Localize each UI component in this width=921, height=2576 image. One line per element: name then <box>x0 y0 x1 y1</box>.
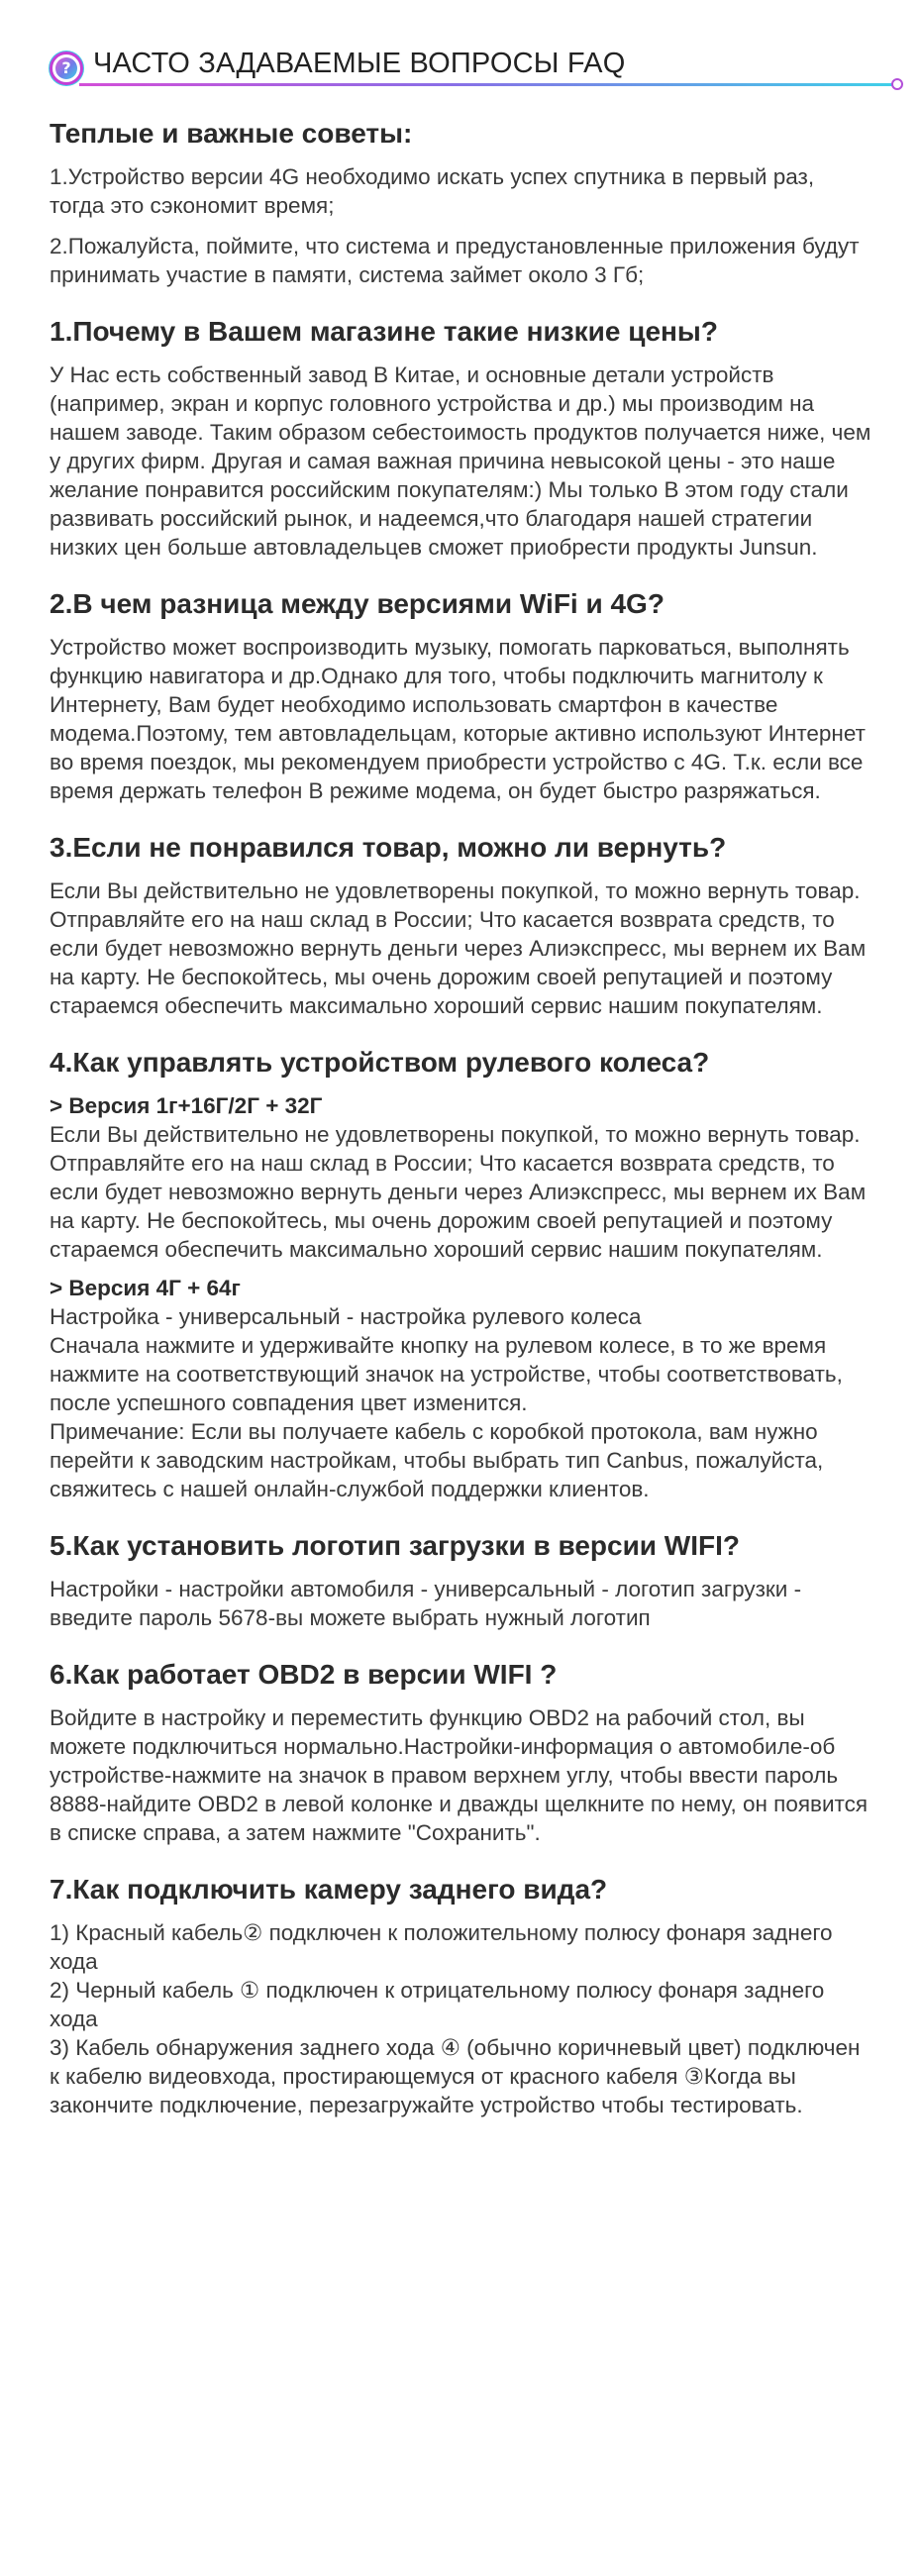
faq-question-1 <box>50 315 871 562</box>
faq-header <box>50 48 871 95</box>
question-answer-line: 1) Красный кабель② подключен к положительному полюсу фонаря заднего хода <box>50 1920 833 1974</box>
question-title: 6.Как работает OBD2 в версии WIFI ? <box>50 1659 558 1690</box>
faq-question-7 <box>50 1873 871 2119</box>
version-answer: Если Вы действительно не удовлетворены покупкой, то можно вернуть товар. Отправляйте его на наш склад в России; Что касается возврата средств, то если будет невозможно вернуть деньги через Алиэкспресс, мы вернем их Вам на карту. Не беспокойтесь, мы очень дорожим своей репутацией и поэтому стараемся обеспечить максимально хороший сервис нашим покупателям. <box>50 1122 867 1262</box>
page-title: ЧАСТО ЗАДАВАЕМЫЕ ВОПРОСЫ FAQ <box>93 48 626 79</box>
tips-section <box>50 117 871 289</box>
question-title: 3.Если не понравился товар, можно ли вернуть? <box>50 832 727 863</box>
version-answer-line: Сначала нажмите и удерживайте кнопку на рулевом колесе, в то же время нажмите на соответствующий значок на устройстве, чтобы соответствовать, после успешного совпадения цвет изменится. <box>50 1333 843 1415</box>
header-line-end-dot <box>891 78 903 90</box>
question-title: 4.Как управлять устройством рулевого колеса? <box>50 1047 710 1078</box>
tips-heading: Теплые и важные советы: <box>50 118 413 149</box>
version-subtitle: > Версия 1г+16Г/2Г + 32Г <box>50 1093 323 1118</box>
faq-question-2 <box>50 587 871 805</box>
question-icon <box>50 52 83 85</box>
faq-question-3 <box>50 831 871 1020</box>
question-answer: У Нас есть собственный завод В Китае, и основные детали устройств (например, экран и корпус головного устройства и др.) мы производим на нашем заводе. Таким образом себестоимость продуктов получается ниже, чем у других фирм. Другая и самая важная причина невысокой цены - это наше желание понравится российским покупателям:) Мы только В этом году стали развивать российский рынок, и надеемся,что благодаря нашей стратегии низких цен больше автовладельцев сможет приобрести продукты Junsun. <box>50 362 871 560</box>
question-title: 7.Как подключить камеру заднего вида? <box>50 1874 608 1905</box>
question-answer: Настройки - настройки автомобиля - универсальный - логотип загрузки - введите пароль 5678-вы можете выбрать нужный логотип <box>50 1577 802 1630</box>
version-answer-line: Настройка - универсальный - настройка рулевого колеса <box>50 1304 642 1329</box>
faq-question-6 <box>50 1658 871 1847</box>
question-icon-glyph: ? <box>55 57 77 79</box>
question-title: 1.Почему в Вашем магазине такие низкие цены? <box>50 316 718 347</box>
faq-question-5 <box>50 1529 871 1632</box>
header-divider-line <box>79 83 895 86</box>
question-answer-line: 3) Кабель обнаружения заднего хода ④ (обычно коричневый цвет) подключен к кабелю видеовхода, простирающемуся от красного кабеля ③Когда вы закончите подключение, перезагружайте устройство чтобы тестировать. <box>50 2035 861 2117</box>
question-answer: Если Вы действительно не удовлетворены покупкой, то можно вернуть товар. Отправляйте его на наш склад в России; Что касается возврата средств, то если будет невозможно вернуть деньги через Алиэкспресс, мы вернем их Вам на карту. Не беспокойтесь, мы очень дорожим своей репутацией и поэтому стараемся обеспечить максимально хороший сервис нашим покупателям. <box>50 878 867 1018</box>
tip-item: 2.Пожалуйста, поймите, что система и предустановленные приложения будут принимать участие в памяти, система займет около 3 Гб; <box>50 234 860 287</box>
question-title: 5.Как установить логотип загрузки в версии WIFI? <box>50 1530 740 1561</box>
faq-question-4 <box>50 1046 871 1503</box>
version-block-1 <box>50 1091 871 1264</box>
version-answer-line: Примечание: Если вы получаете кабель с коробкой протокола, вам нужно перейти к заводским настройкам, чтобы выбрать тип Canbus, пожалуйста, свяжитесь с нашей онлайн-службой поддержки клиентов. <box>50 1419 824 1501</box>
version-block-2 <box>50 1274 871 1503</box>
question-answer: Устройство может воспроизводить музыку, помогать парковаться, выполнять функцию навигатора и др.Однако для того, чтобы подключить магнитолу к Интернету, Вам будет необходимо использовать смартфон в качестве модема.Поэтому, тем автовладельцам, которые активно используют Интернет во время поездок, мы рекомендуем приобрести устройство с 4G. Т.к. если все время держать телефон В режиме модема, он будет быстро разряжаться. <box>50 635 866 803</box>
tip-item: 1.Устройство версии 4G необходимо искать успех спутника в первый раз, тогда это сэкономит время; <box>50 164 815 218</box>
version-subtitle: > Версия 4Г + 64г <box>50 1276 241 1300</box>
question-answer: Войдите в настройку и переместить функцию OBD2 на рабочий стол, вы можете подключиться нормально.Настройки-информация о автомобиле-об устройстве-нажмите на значок в правом верхнем углу, чтобы ввести пароль 8888-найдите OBD2 в левой колонке и дважды щелкните по нему, он появится в списке справа, а затем нажмите "Сохранить". <box>50 1705 869 1845</box>
question-title: 2.В чем разница между версиями WiFi и 4G? <box>50 588 665 619</box>
question-answer-line: 2) Черный кабель ① подключен к отрицательному полюсу фонаря заднего хода <box>50 1978 825 2031</box>
